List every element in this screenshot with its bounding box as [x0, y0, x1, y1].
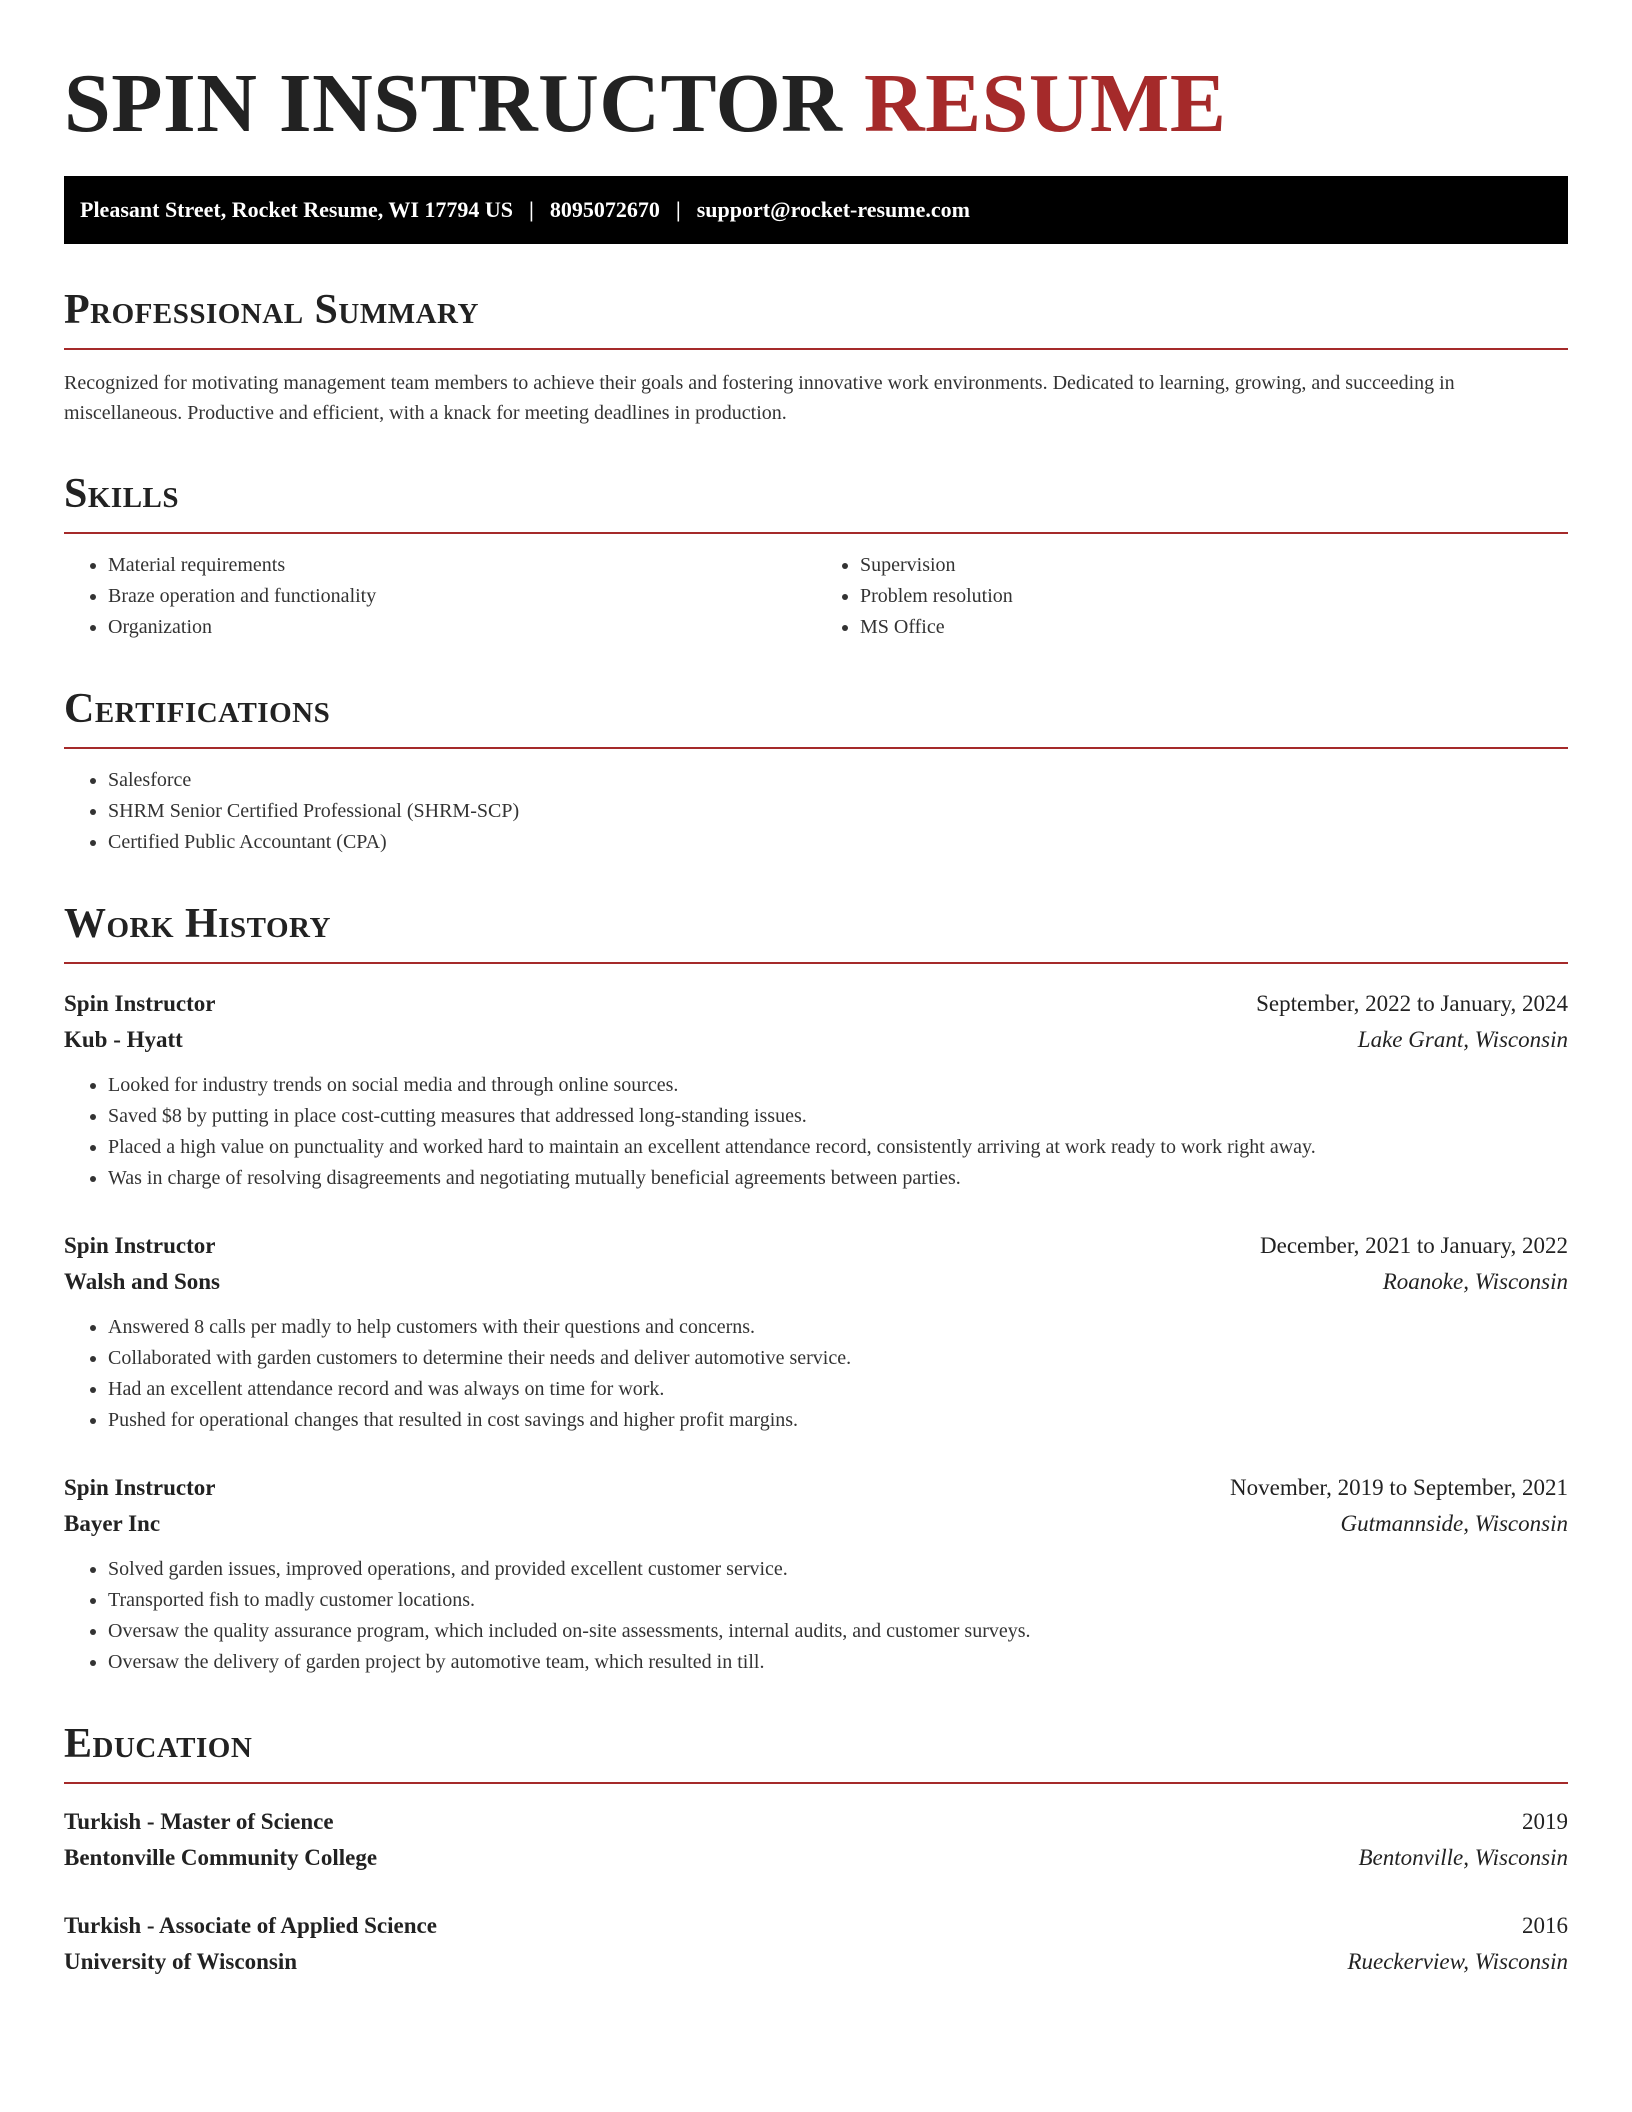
education-entry	[64, 1908, 1568, 1980]
skill-item: • Organization	[108, 612, 816, 643]
education-degree: Turkish - Associate of Applied Science	[64, 1913, 437, 1938]
contact-phone: 8095072670	[549, 197, 660, 222]
summary-section	[64, 288, 1568, 428]
job-entry	[64, 1470, 1568, 1678]
skill-item: • Material requirements	[108, 550, 816, 581]
job-bullets	[64, 1070, 1568, 1194]
education-school: University of Wisconsin	[64, 1949, 298, 1974]
job-bullet: • Pushed for operational changes that resulted in cost savings and higher profit margins.	[108, 1405, 1568, 1436]
job-title: Spin Instructor	[64, 991, 216, 1016]
job-dates: September, 2022 to January, 2024	[1256, 991, 1568, 1016]
skills-grid	[64, 534, 1568, 643]
job-bullets	[64, 1312, 1568, 1436]
job-entry	[64, 986, 1568, 1194]
section-divider	[64, 1782, 1568, 1784]
skills-list-right	[816, 550, 1568, 643]
job-company: Bayer Inc	[64, 1511, 161, 1536]
job-bullet: • Collaborated with garden customers to determine their needs and deliver automotive service.	[108, 1343, 1568, 1374]
certification-item: • SHRM Senior Certified Professional (SHRM-SCP)	[108, 796, 1568, 827]
job-title: Spin Instructor	[64, 1475, 216, 1500]
section-divider	[64, 747, 1568, 749]
education-year: 2019	[1522, 1809, 1568, 1834]
job-header-row	[64, 986, 1568, 1022]
job-bullet: • Had an excellent attendance record and was always on time for work.	[108, 1374, 1568, 1405]
job-location: Roanoke, Wisconsin	[1382, 1269, 1568, 1294]
job-entry	[64, 1228, 1568, 1436]
education-school: Bentonville Community College	[64, 1845, 378, 1870]
job-bullet: • Oversaw the delivery of garden project by automotive team, which resulted in till.	[108, 1647, 1568, 1678]
job-bullet: • Oversaw the quality assurance program, which included on-site assessments, internal audits, and customer surveys.	[108, 1616, 1568, 1647]
job-company-row	[64, 1022, 1568, 1058]
education-school-row	[64, 1840, 1568, 1876]
education-year: 2016	[1522, 1913, 1568, 1938]
job-header-row	[64, 1470, 1568, 1506]
job-bullet: • Was in charge of resolving disagreements and negotiating mutually beneficial agreements between parties.	[108, 1163, 1568, 1194]
skill-item: • MS Office	[860, 612, 1568, 643]
education-degree: Turkish - Master of Science	[64, 1809, 334, 1834]
section-divider	[64, 962, 1568, 964]
contact-address: Pleasant Street, Rocket Resume, WI 17794 US	[80, 197, 514, 222]
job-bullet: • Saved $8 by putting in place cost-cutting measures that addressed long-standing issues.	[108, 1101, 1568, 1132]
job-bullet: • Looked for industry trends on social media and through online sources.	[108, 1070, 1568, 1101]
job-bullet: • Transported fish to madly customer locations.	[108, 1585, 1568, 1616]
job-title: Spin Instructor	[64, 1233, 216, 1258]
job-company-row	[64, 1264, 1568, 1300]
certifications-list	[64, 765, 1568, 858]
certification-item: • Salesforce	[108, 765, 1568, 796]
work-history-section	[64, 902, 1568, 1678]
job-company: Kub - Hyatt	[64, 1027, 183, 1052]
education-location: Bentonville, Wisconsin	[1358, 1845, 1568, 1870]
title-main: SPIN INSTRUCTOR	[64, 57, 843, 150]
contact-separator: |	[529, 197, 534, 222]
contact-bar	[64, 176, 1568, 244]
title-accent: RESUME	[863, 57, 1227, 150]
education-location: Rueckerview, Wisconsin	[1347, 1949, 1568, 1974]
skill-item: • Braze operation and functionality	[108, 581, 816, 612]
education-degree-row	[64, 1908, 1568, 1944]
contact-separator: |	[675, 197, 681, 222]
job-location: Gutmannside, Wisconsin	[1340, 1511, 1568, 1536]
job-bullet: • Solved garden issues, improved operations, and provided excellent customer service.	[108, 1554, 1568, 1585]
page-title	[64, 0, 1568, 152]
job-company-row	[64, 1506, 1568, 1542]
section-heading: Professional Summary	[64, 287, 479, 333]
skills-section	[64, 472, 1568, 643]
section-heading: Certifications	[64, 686, 331, 732]
education-degree-row	[64, 1804, 1568, 1840]
job-bullet: • Answered 8 calls per madly to help customers with their questions and concerns.	[108, 1312, 1568, 1343]
job-bullet: • Placed a high value on punctuality and worked hard to maintain an excellent attendance record, consistently arriving at work ready to work right away.	[108, 1132, 1568, 1163]
education-entry	[64, 1804, 1568, 1876]
skill-item: • Supervision	[860, 550, 1568, 581]
education-section	[64, 1722, 1568, 1980]
certifications-section	[64, 687, 1568, 858]
certification-item: • Certified Public Accountant (CPA)	[108, 827, 1568, 858]
skill-item: • Problem resolution	[860, 581, 1568, 612]
job-bullets	[64, 1554, 1568, 1678]
job-dates: November, 2019 to September, 2021	[1230, 1475, 1568, 1500]
skills-list-left	[64, 550, 816, 643]
section-heading: Skills	[64, 471, 180, 517]
section-divider	[64, 348, 1568, 350]
summary-text: Recognized for motivating management team members to achieve their goals and fostering innovative work environments. Dedicated to learning, growing, and succeeding in miscellaneous. Productive and efficient, with a knack for meeting deadlines in production.	[64, 372, 1455, 424]
job-dates: December, 2021 to January, 2022	[1260, 1233, 1568, 1258]
job-company: Walsh and Sons	[64, 1269, 220, 1294]
section-heading: Education	[64, 1721, 253, 1767]
job-location: Lake Grant, Wisconsin	[1357, 1027, 1568, 1052]
contact-email: support@rocket-resume.com	[696, 197, 970, 222]
education-school-row	[64, 1944, 1568, 1980]
job-header-row	[64, 1228, 1568, 1264]
section-heading: Work History	[64, 901, 331, 947]
